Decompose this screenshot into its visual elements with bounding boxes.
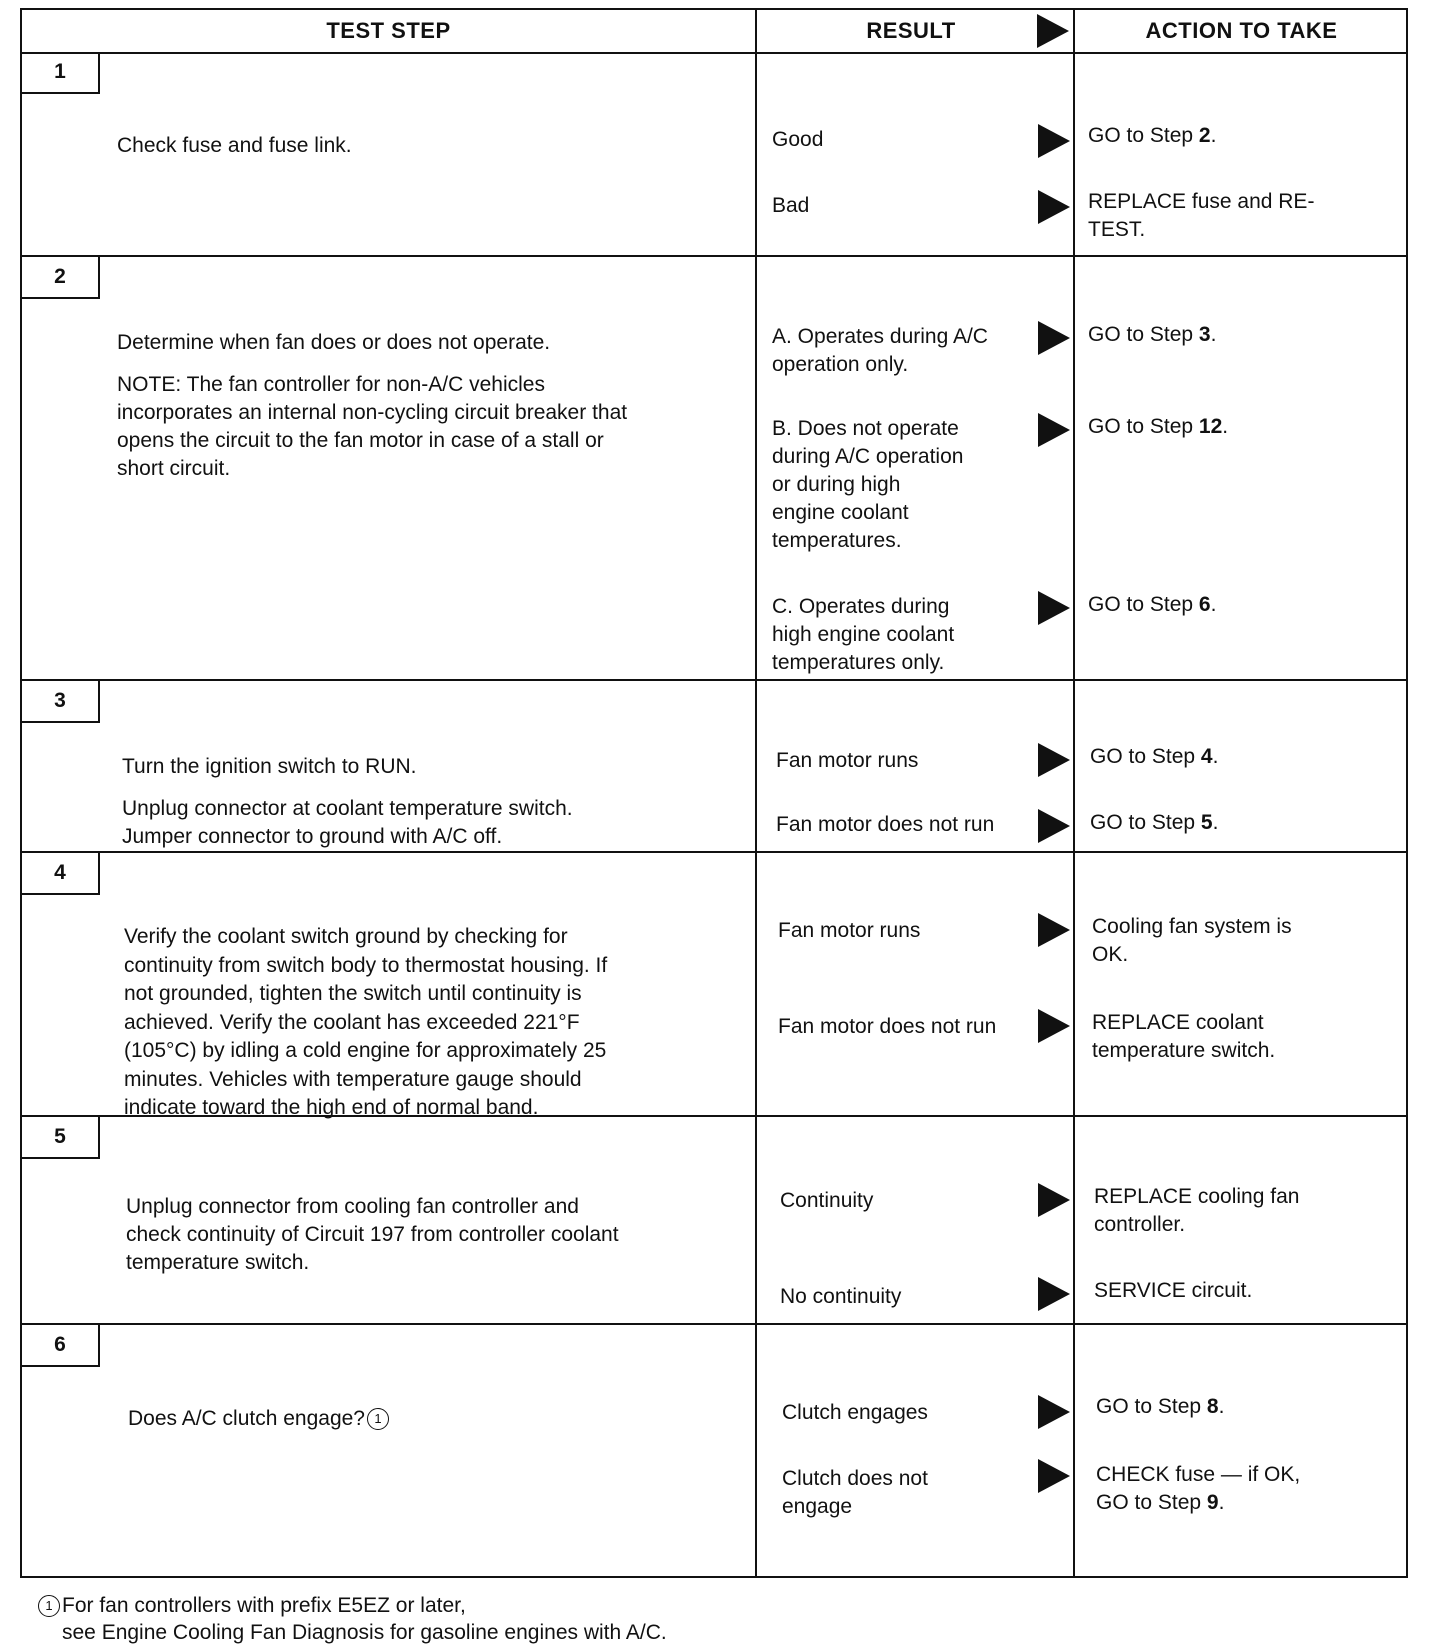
header-action: ACTION TO TAKE bbox=[1145, 18, 1338, 43]
header-arrow-icon bbox=[1037, 14, 1069, 48]
step-row-5 bbox=[22, 1117, 1406, 1325]
action-text: GO to Step 3. bbox=[1088, 323, 1217, 346]
step-row-3 bbox=[22, 681, 1406, 853]
step-row-1 bbox=[22, 52, 1406, 257]
result-label: Clutch does not engage bbox=[782, 1467, 928, 1518]
arrow-icon bbox=[1038, 1183, 1070, 1217]
step-number: 4 bbox=[22, 853, 100, 895]
header-test-step: TEST STEP bbox=[326, 18, 451, 43]
action-text: Cooling fan system is OK. bbox=[1092, 915, 1292, 966]
arrow-icon bbox=[1038, 1009, 1070, 1043]
table-header bbox=[22, 10, 1406, 54]
result-label: Fan motor runs bbox=[776, 749, 919, 772]
action-text: REPLACE coolant temperature switch. bbox=[1092, 1011, 1276, 1062]
step-row-4 bbox=[22, 853, 1406, 1117]
result-label: Bad bbox=[772, 194, 810, 217]
result-label: Fan motor runs bbox=[778, 919, 921, 942]
step-text-2: Unplug connector at coolant temperature switch. Jumper connector to ground with A/C off. bbox=[122, 797, 573, 848]
arrow-icon bbox=[1038, 321, 1070, 355]
footnote-line-2: see Engine Cooling Fan Diagnosis for gasoline engines with A/C. bbox=[62, 1621, 667, 1644]
arrow-icon bbox=[1038, 190, 1070, 224]
action-text: GO to Step 8. bbox=[1096, 1395, 1225, 1418]
step-text: Determine when fan does or does not operate. bbox=[117, 331, 551, 354]
step-text: Unplug connector from cooling fan controller and check continuity of Circuit 197 from controller coolant temperature switch. bbox=[126, 1195, 619, 1274]
step-row-2 bbox=[22, 257, 1406, 681]
result-label: No continuity bbox=[780, 1285, 902, 1308]
step-text: Turn the ignition switch to RUN. bbox=[122, 755, 417, 778]
action-text: GO to Step 2. bbox=[1088, 124, 1217, 147]
result-label: B. Does not operate during A/C operation or during high engine coolant temperatures. bbox=[772, 417, 964, 552]
footnote-ref-icon: 1 bbox=[367, 1408, 389, 1430]
action-text: GO to Step 6. bbox=[1088, 593, 1217, 616]
footnote-line-1: For fan controllers with prefix E5EZ or later, bbox=[62, 1594, 466, 1617]
result-label: Clutch engages bbox=[782, 1401, 928, 1424]
action-text: GO to Step 5. bbox=[1090, 811, 1219, 834]
arrow-icon bbox=[1038, 743, 1070, 777]
arrow-icon bbox=[1038, 1459, 1070, 1493]
arrow-icon bbox=[1038, 1277, 1070, 1311]
result-label: Fan motor does not run bbox=[778, 1015, 997, 1038]
result-label: Continuity bbox=[780, 1189, 874, 1212]
arrow-icon bbox=[1038, 1395, 1070, 1429]
result-label: Good bbox=[772, 128, 824, 151]
step-number: 3 bbox=[22, 681, 100, 723]
result-label: Fan motor does not run bbox=[776, 813, 995, 836]
result-label: A. Operates during A/C operation only. bbox=[772, 325, 988, 376]
arrow-icon bbox=[1038, 809, 1070, 843]
diagnosis-table bbox=[20, 8, 1408, 1578]
action-text: CHECK fuse — if OK, GO to Step 9. bbox=[1096, 1463, 1301, 1514]
header-result: RESULT bbox=[866, 18, 956, 43]
footnote bbox=[36, 1592, 667, 1646]
step-row-6 bbox=[22, 1325, 1406, 1576]
step-text: Check fuse and fuse link. bbox=[117, 134, 352, 157]
arrow-icon bbox=[1038, 591, 1070, 625]
arrow-icon bbox=[1038, 413, 1070, 447]
step-number: 2 bbox=[22, 257, 100, 299]
action-text: REPLACE fuse and RE- TEST. bbox=[1088, 190, 1315, 241]
step-number: 1 bbox=[22, 52, 100, 94]
step-note: NOTE: The fan controller for non-A/C vehicles incorporates an internal non-cycling circuit breaker that opens the circuit to the fan motor in case of a stall or short circuit. bbox=[117, 373, 628, 480]
step-number: 5 bbox=[22, 1117, 100, 1159]
footnote-mark-icon: 1 bbox=[38, 1595, 60, 1617]
action-text: REPLACE cooling fan controller. bbox=[1094, 1185, 1300, 1236]
step-text: Does A/C clutch engage? 1 bbox=[128, 1405, 391, 1433]
result-label: C. Operates during high engine coolant temperatures only. bbox=[772, 595, 955, 674]
action-text: SERVICE circuit. bbox=[1094, 1279, 1253, 1302]
step-number: 6 bbox=[22, 1325, 100, 1367]
action-text: GO to Step 4. bbox=[1090, 745, 1219, 768]
arrow-icon bbox=[1038, 124, 1070, 158]
arrow-icon bbox=[1038, 913, 1070, 947]
action-text: GO to Step 12. bbox=[1088, 415, 1229, 438]
step-text: Verify the coolant switch ground by checking for continuity from switch body to thermostat housing. If not grounded, tighten the switch until continuity is achieved. Verify the coolant has exceeded 221°F (105°C) by idling a cold engine for approximately 25 minutes. Vehicles with temperature gauge should indicate toward the high end of normal band. bbox=[124, 925, 608, 1119]
